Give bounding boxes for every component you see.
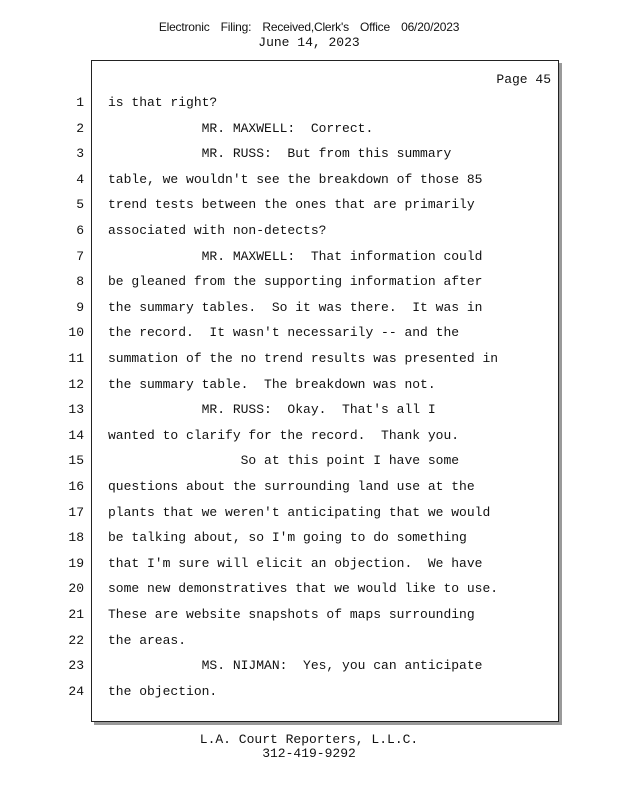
- line-number: 23: [68, 658, 84, 674]
- line-text: the summary tables. So it was there. It was in: [108, 299, 483, 315]
- reporter-phone: 312-419-9292: [262, 746, 356, 761]
- line-text: be talking about, so I'm going to do something: [108, 530, 467, 546]
- line-number: 21: [68, 607, 84, 622]
- line-number: 11: [68, 351, 84, 366]
- line-number: 9: [76, 299, 84, 315]
- line-number: 13: [68, 402, 84, 418]
- line-text: is that right?: [108, 95, 218, 110]
- line-number: 14: [68, 427, 84, 443]
- transcript-line: [0, 223, 618, 243]
- line-text: questions about the surrounding land use at the: [108, 479, 475, 494]
- transcript-line: [0, 505, 618, 525]
- line-text: the areas.: [108, 632, 187, 648]
- transcript-line: [0, 197, 618, 217]
- line-text: table, we wouldn't see the breakdown of those 85: [108, 171, 483, 187]
- transcript-line: [0, 402, 618, 422]
- filing-stamp: [0, 20, 618, 34]
- line-number: 4: [76, 171, 84, 187]
- line-number: 20: [68, 581, 84, 597]
- line-number: 16: [68, 479, 84, 494]
- line-text: the objection.: [108, 683, 218, 699]
- line-text: trend tests between the ones that are primarily: [108, 197, 475, 213]
- page-number: Page 45: [496, 72, 551, 87]
- line-number: 7: [76, 248, 84, 264]
- transcript-line: [0, 530, 618, 550]
- line-text: wanted to clarify for the record. Thank you.: [108, 427, 460, 443]
- filing-stamp-word: Office: [360, 20, 390, 34]
- filing-stamp-word: Received,Clerk's: [262, 20, 349, 34]
- line-text: that I'm sure will elicit an objection. We have: [108, 555, 483, 571]
- transcript-line: [0, 581, 618, 601]
- line-number: 12: [68, 376, 84, 392]
- line-number: 8: [76, 274, 84, 290]
- transcript-line: [0, 684, 618, 704]
- line-number: 3: [76, 146, 84, 162]
- line-number: 17: [68, 504, 84, 520]
- transcript-line: [0, 146, 618, 166]
- filing-stamp-date: 06/20/2023: [401, 20, 460, 34]
- reporter-company: L.A. Court Reporters, L.L.C.: [199, 732, 419, 747]
- transcript-line: [0, 479, 618, 499]
- transcript-line: [0, 556, 618, 576]
- line-number: 5: [76, 197, 84, 213]
- transcript-line: [0, 428, 618, 448]
- line-number: 22: [68, 632, 84, 648]
- transcript-line: [0, 274, 618, 294]
- transcript-line: [0, 633, 618, 653]
- line-number: 6: [76, 223, 84, 238]
- line-number: 1: [76, 95, 84, 110]
- line-text: the record. It wasn't necessarily -- and the: [108, 325, 460, 341]
- line-number: 2: [76, 120, 84, 136]
- line-number: 19: [68, 555, 84, 571]
- line-text: MR. RUSS: Okay. That's all I: [108, 402, 436, 418]
- transcript-line: [0, 325, 618, 345]
- line-text: MS. NIJMAN: Yes, you can anticipate: [108, 658, 483, 674]
- line-text: some new demonstratives that we would like to use.: [108, 581, 499, 597]
- transcript-line: [0, 607, 618, 627]
- transcript-line: [0, 121, 618, 141]
- line-text: plants that we weren't anticipating that we would: [108, 504, 491, 520]
- transcript-line: [0, 377, 618, 397]
- transcript-line: [0, 453, 618, 473]
- transcript-date: June 14, 2023: [258, 35, 360, 50]
- line-text: be gleaned from the supporting information after: [108, 274, 483, 290]
- transcript-line: [0, 351, 618, 371]
- line-number: 24: [68, 683, 84, 699]
- line-number: 10: [68, 325, 84, 341]
- transcript-line: [0, 172, 618, 192]
- transcript-line: [0, 300, 618, 320]
- line-text: MR. MAXWELL: Correct.: [108, 120, 374, 136]
- filing-stamp-word: Filing:: [220, 20, 252, 34]
- line-number: 15: [68, 453, 84, 469]
- transcript-line: [0, 249, 618, 269]
- transcript-line: [0, 658, 618, 678]
- line-text: MR. RUSS: But from this summary: [108, 146, 452, 162]
- filing-stamp-word: Electronic: [158, 20, 210, 34]
- line-text: summation of the no trend results was presented in: [108, 351, 499, 366]
- line-number: 18: [68, 530, 84, 546]
- line-text: These are website snapshots of maps surrounding: [108, 607, 475, 622]
- line-text: MR. MAXWELL: That information could: [108, 248, 483, 264]
- line-text: So at this point I have some: [108, 453, 460, 469]
- line-text: associated with non-detects?: [108, 223, 327, 238]
- line-text: the summary table. The breakdown was not.: [108, 376, 436, 392]
- transcript-line: [0, 95, 618, 115]
